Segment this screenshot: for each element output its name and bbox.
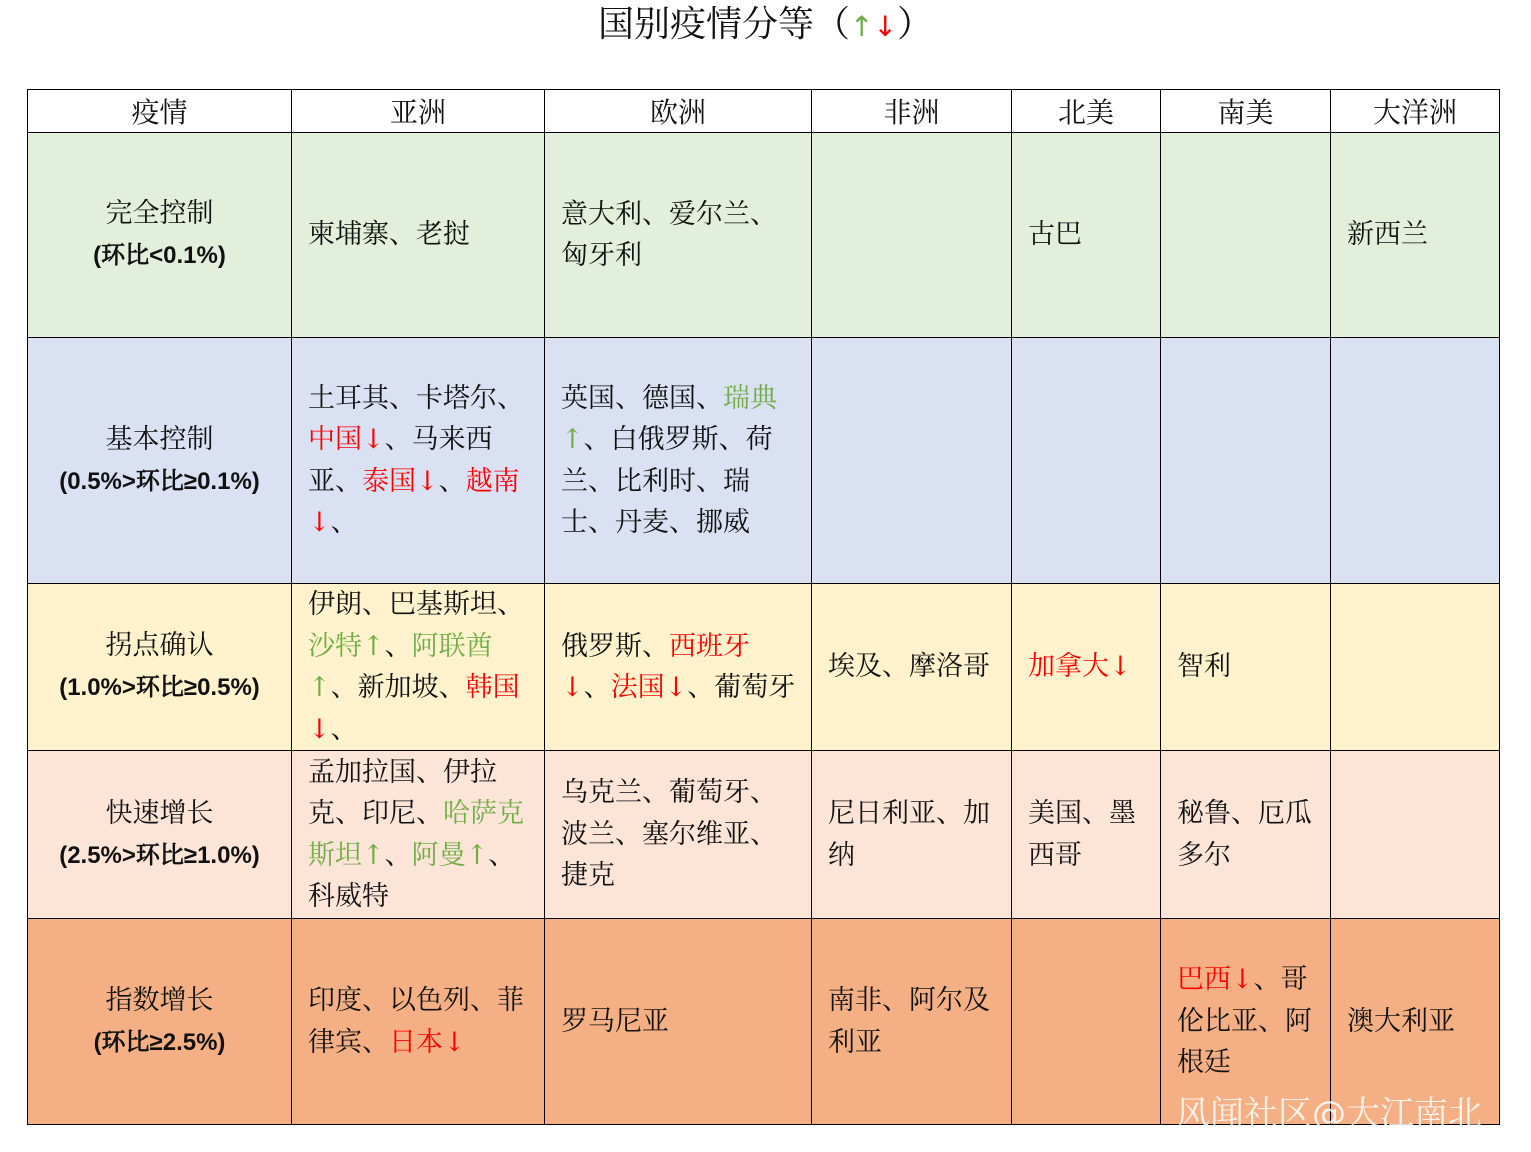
country-rising: 沙特↑	[308, 630, 385, 662]
country-text: 乌克兰、葡萄牙、波兰、塞尔维亚、捷克	[561, 777, 777, 892]
cell-europe	[545, 919, 812, 1125]
watermark: 风闻社区@大江南北	[1176, 1094, 1482, 1130]
country-text: 、科威特	[308, 839, 516, 912]
cell-oceania	[1331, 584, 1500, 751]
country-text: 印度、以色列、菲律宾、	[308, 985, 524, 1058]
page-title	[0, 2, 1531, 52]
level-range: (环比<0.1%)	[93, 242, 226, 269]
country-text: 、	[384, 630, 412, 662]
level-range: (1.0%>环比≥0.5%)	[59, 674, 260, 701]
level-cell	[28, 584, 292, 751]
country-falling: 中国↓	[308, 424, 385, 455]
header-north-america: 北美	[1012, 90, 1161, 133]
country-text: 新西兰	[1347, 219, 1428, 251]
cell-africa	[812, 133, 1012, 338]
cell-north-america	[1012, 133, 1161, 338]
epidemic-grade-table	[27, 89, 1500, 1125]
table-row	[28, 751, 1500, 919]
country-falling: 巴西↓	[1177, 964, 1254, 996]
country-text: 南非、阿尔及利亚	[828, 985, 990, 1058]
level-cell	[28, 338, 292, 584]
cell-africa	[812, 584, 1012, 751]
country-text: 罗马尼亚	[561, 1005, 669, 1037]
level-name: 拐点确认	[105, 630, 214, 661]
country-text: 美国、墨西哥	[1028, 798, 1136, 871]
up-arrow-icon: ↑	[850, 10, 874, 43]
title-text: 国别疫情分等（	[598, 4, 851, 45]
country-text: 、	[330, 507, 358, 538]
country-text: 、马来西亚、	[308, 424, 493, 497]
cell-asia	[292, 584, 545, 751]
header-row	[28, 90, 1500, 133]
header-south-america: 南美	[1161, 90, 1331, 133]
cell-north-america	[1012, 584, 1161, 751]
header-epidemic: 疫情	[28, 90, 292, 133]
level-cell	[28, 751, 292, 919]
cell-europe	[545, 338, 812, 584]
table-row	[28, 584, 1500, 751]
cell-africa	[812, 751, 1012, 919]
country-text: 、	[438, 465, 466, 497]
header-europe: 欧洲	[545, 90, 812, 133]
country-text: 秘鲁、厄瓜多尔	[1177, 798, 1312, 871]
country-falling: 加拿大↓	[1028, 651, 1132, 683]
cell-south-america	[1161, 584, 1331, 751]
country-text: 、新加坡、	[330, 672, 466, 703]
country-text: 英国、德国、	[561, 382, 723, 414]
cell-asia	[292, 133, 545, 338]
country-falling: 西班牙↓	[561, 630, 750, 703]
cell-north-america	[1012, 919, 1161, 1125]
country-falling: 越南↓	[308, 465, 520, 538]
country-rising: 阿联酋↑	[308, 630, 493, 703]
cell-south-america	[1161, 338, 1331, 584]
cell-south-america	[1161, 751, 1331, 919]
cell-north-america	[1012, 751, 1161, 919]
cell-oceania	[1331, 751, 1500, 919]
cell-south-america	[1161, 133, 1331, 338]
country-text: 智利	[1177, 651, 1231, 683]
cell-north-america	[1012, 338, 1161, 584]
country-text: 俄罗斯、	[561, 630, 669, 662]
level-range: (环比≥2.5%)	[93, 1028, 226, 1056]
table-row	[28, 338, 1500, 584]
level-range: (2.5%>环比≥1.0%)	[59, 841, 260, 869]
cell-asia	[292, 919, 545, 1125]
level-name: 基本控制	[105, 423, 214, 455]
title-end: ）	[896, 4, 933, 45]
cell-europe	[545, 584, 812, 751]
cell-asia	[292, 751, 545, 919]
header-africa: 非洲	[812, 90, 1012, 133]
country-text: 古巴	[1028, 219, 1082, 251]
cell-oceania	[1331, 133, 1500, 338]
country-falling: 日本↓	[389, 1026, 466, 1058]
cell-africa	[812, 919, 1012, 1125]
level-cell	[28, 133, 292, 338]
country-text: 伊朗、巴基斯坦、	[308, 589, 524, 620]
cell-europe	[545, 133, 812, 338]
country-falling: 法国↓	[610, 672, 688, 703]
country-text: 柬埔寨、老挝	[308, 219, 470, 251]
cell-oceania	[1331, 338, 1500, 584]
country-text: 土耳其、卡塔尔、	[308, 382, 524, 414]
cell-africa	[812, 338, 1012, 584]
country-text: 、葡萄牙	[687, 672, 796, 703]
level-cell	[28, 919, 292, 1125]
down-arrow-icon: ↓	[873, 10, 897, 43]
header-asia: 亚洲	[292, 90, 545, 133]
country-text: 埃及、摩洛哥	[828, 651, 990, 683]
level-name: 指数增长	[105, 984, 214, 1016]
table-row	[28, 133, 1500, 338]
country-text: 、	[330, 713, 358, 745]
country-falling: 韩国↓	[308, 672, 520, 745]
level-range: (0.5%>环比≥0.1%)	[59, 467, 260, 495]
header-oceania: 大洋洲	[1331, 90, 1500, 133]
country-text: 意大利、爱尔兰、匈牙利	[561, 198, 777, 271]
country-text: 、	[583, 672, 611, 703]
cell-asia	[292, 338, 545, 584]
country-text: 、白俄罗斯、荷兰、比利时、瑞士、丹麦、挪威	[561, 424, 773, 538]
level-name: 完全控制	[105, 198, 214, 229]
country-rising: 瑞典↑	[561, 382, 777, 455]
level-name: 快速增长	[105, 797, 214, 829]
country-text: 孟加拉国、伊拉克、印尼、	[308, 756, 497, 829]
country-text: 澳大利亚	[1347, 1005, 1455, 1037]
country-text: 、	[384, 839, 412, 871]
country-falling: 泰国↓	[362, 465, 439, 497]
country-text: 尼日利亚、加纳	[828, 798, 990, 871]
country-rising: 阿曼↑	[411, 839, 489, 871]
country-rising: 哈萨克斯坦↑	[308, 798, 524, 871]
cell-europe	[545, 751, 812, 919]
country-text: 、哥伦比亚、阿根廷	[1177, 964, 1312, 1079]
